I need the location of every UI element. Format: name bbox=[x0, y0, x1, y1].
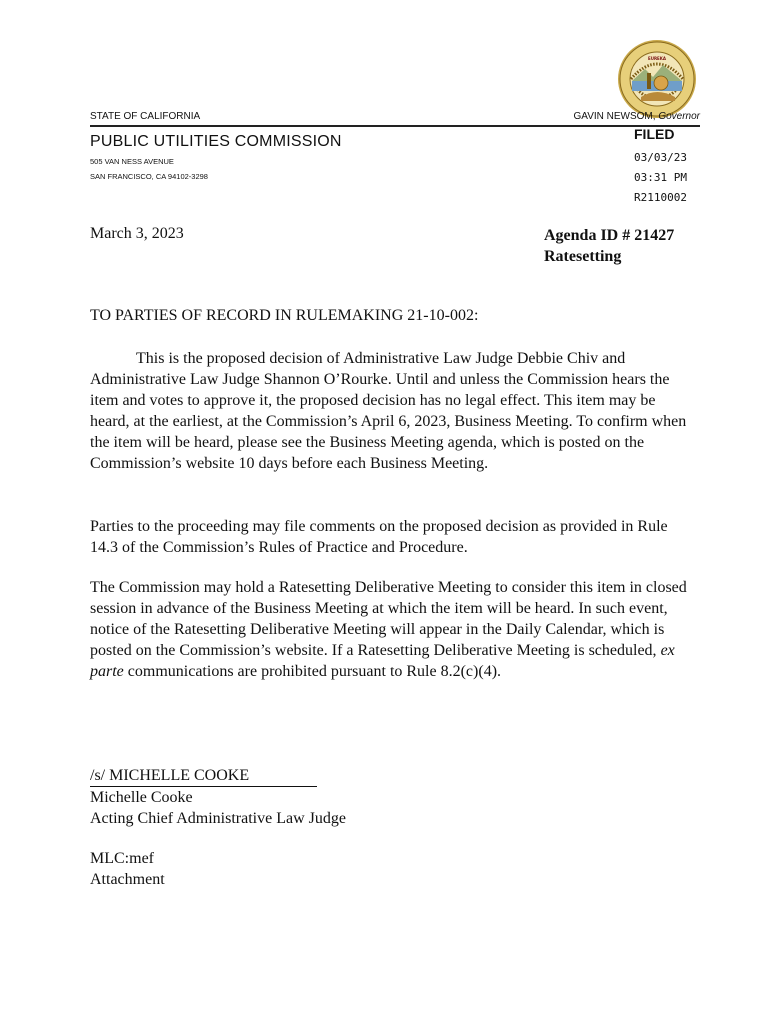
address-line-1: 505 VAN NESS AVENUE bbox=[90, 157, 174, 166]
paragraph-3-text-a: The Commission may hold a Ratesetting Deliberative Meeting to consider this item in closed session in advance of the Business Meeting at which the item will be heard. In such event, notice of the Ratesetting Deliberative Meeting will appear in the Daily Calendar, which is posted on the Commission’s website. If a Ratesetting Deliberative Meeting is scheduled, bbox=[90, 579, 687, 659]
letter-date: March 3, 2023 bbox=[90, 225, 184, 242]
paragraph-3-text-b: communications are prohibited pursuant to Rule 8.2(c)(4). bbox=[127, 663, 502, 680]
seal-motto: EUREKA bbox=[648, 56, 666, 61]
governor-name: GAVIN NEWSOM, bbox=[573, 111, 656, 122]
signer-title: Acting Chief Administrative Law Judge bbox=[90, 810, 346, 827]
address-line-2: SAN FRANCISCO, CA 94102-3298 bbox=[90, 172, 208, 181]
filed-proceeding-number: R2110002 bbox=[634, 191, 687, 204]
filed-time: 03:31 PM bbox=[634, 171, 687, 184]
signer-name: Michelle Cooke bbox=[90, 789, 193, 806]
agenda-id: Agenda ID # 21427 bbox=[544, 227, 675, 244]
filed-date: 03/03/23 bbox=[634, 151, 687, 164]
salutation: TO PARTIES OF RECORD IN RULEMAKING 21-10-002: bbox=[90, 307, 479, 324]
paragraph-2: Parties to the proceeding may file comments on the proposed decision as provided in Rule 14.3 of the Commission’s Rules of Practice and Procedure. bbox=[90, 518, 668, 556]
california-state-seal-icon bbox=[617, 39, 697, 119]
governor-line bbox=[573, 111, 700, 122]
paragraph-3 bbox=[90, 577, 690, 682]
attachment-note: Attachment bbox=[90, 871, 165, 888]
filed-stamp-label: FILED bbox=[634, 126, 675, 142]
agency-name: PUBLIC UTILITIES COMMISSION bbox=[90, 133, 342, 150]
agenda-type: Ratesetting bbox=[544, 248, 622, 265]
paragraph-1 bbox=[90, 348, 690, 474]
closing-block bbox=[90, 848, 165, 890]
paragraph-1-text: This is the proposed decision of Administrative Law Judge Debbie Chiv and Administrative Law Judge Shannon O’Rourke. Until and unless the Commission hears the item and votes to approve it, the proposed decision has no legal effect. This item may be heard, at the earliest, at the Commission’s April 6, 2023, Business Meeting. To confirm when the item will be heard, please see the Business Meeting agenda, which is posted on the Commission’s website 10 days before each Business Meeting. bbox=[90, 350, 687, 472]
initials: MLC:mef bbox=[90, 850, 154, 867]
paragraph-3-italic: ex parte bbox=[90, 642, 675, 680]
signature-line: /s/ MICHELLE COOKE bbox=[90, 765, 317, 787]
state-label: STATE OF CALIFORNIA bbox=[90, 111, 201, 122]
signature-block bbox=[90, 765, 346, 829]
agenda-block bbox=[544, 225, 674, 267]
governor-title: Governor bbox=[658, 111, 700, 122]
letterhead-divider bbox=[90, 125, 700, 127]
